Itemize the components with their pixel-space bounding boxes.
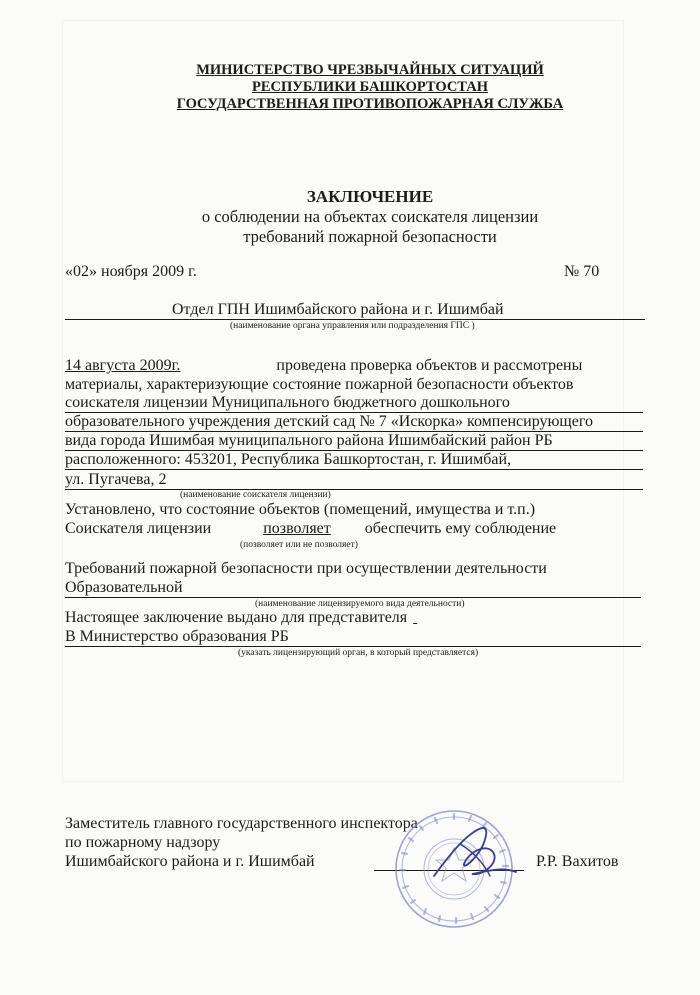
handwritten-signature-icon [420, 814, 530, 894]
signatory-title-line-2: по пожарному надзору [65, 834, 221, 851]
ministry-caption: (указать лицензирующий орган, в который представляется) [238, 648, 479, 658]
document-subtitle [120, 207, 620, 247]
issuer-header [120, 62, 620, 113]
issued-line: Настоящее заключение выдано для представителя [65, 609, 408, 626]
organ-line [65, 301, 645, 320]
issuer-line-3: ГОСУДАРСТВЕННАЯ ПРОТИВОПОЖАРНАЯ СЛУЖБА [176, 96, 564, 112]
body-line-2: материалы, характеризующие состояние пожарной безопасности объектов [65, 376, 574, 393]
body-line-1: 14 августа 2009г. проведена проверка объектов и рассмотрены [65, 357, 583, 374]
signatory-title-line-3: Ишимбайского района и г. Ишимбай [65, 853, 315, 870]
activity-caption: (наименование лицензируемого вида деятельности) [255, 599, 465, 609]
applicant-allows-line: Соискателя лицензии позволяет обеспечить ему соблюдение [65, 520, 557, 537]
applicant-caption: (наименование соискателя лицензии) [180, 490, 331, 500]
signatory-name: Р.Р. Вахитов [536, 853, 619, 870]
requirements-line: Требований пожарной безопасности при осуществлении деятельности [65, 560, 547, 577]
issuer-line-1: МИНИСТЕРСТВО ЧРЕЗВЫЧАЙНЫХ СИТУАЦИЙ [196, 62, 544, 78]
address: 453201, Республика Башкортостан, г. Ишимбай, [184, 451, 512, 468]
subtitle-line-1: о соблюдении на объектах соискателя лицензии [201, 207, 539, 226]
issuer-line-2: РЕСПУБЛИКИ БАШКОРТОСТАН [251, 79, 488, 95]
body-line-4: образовательного учреждения детский сад № 7 «Искорка» компенсирующего [65, 413, 643, 432]
organ-caption: (наименование органа управления или подразделения ГПС ) [230, 321, 475, 331]
document-title: ЗАКЛЮЧЕНИЕ [306, 187, 434, 206]
organ-name: Отдел ГПН Ишимбайского района и г. Ишимбай [172, 301, 504, 318]
body-line-3: соискателя лицензии Муниципального бюджетного дошкольного [65, 394, 643, 413]
subtitle-line-2: требований пожарной безопасности [243, 227, 497, 246]
body-line-6: расположенного: 453201, Республика Башкортостан, г. Ишимбай, [65, 451, 643, 470]
allows-caption: (позволяет или не позволяет) [240, 540, 358, 550]
allows-value: позволяет [263, 520, 331, 537]
ministry-line: В Министерство образования РБ [65, 628, 641, 647]
body-line-5: вида города Ишимбая муниципального района Ишимбайский район РБ [65, 432, 643, 451]
activity-line: Образовательной [65, 579, 641, 598]
applicant-name: Муниципального бюджетного дошкольного [211, 394, 510, 411]
document-number: № 70 [564, 263, 600, 280]
signatory-title-line-1: Заместитель главного государственного инспектора [65, 815, 418, 832]
inspection-date: 14 августа 2009г. [65, 357, 181, 374]
document-date: «02» ноября 2009 г. [65, 263, 197, 280]
body-line-7: ул. Пугачева, 2 [65, 471, 643, 490]
established-line: Установлено, что состояние объектов (помещений, имущества и т.п.) [65, 501, 536, 518]
